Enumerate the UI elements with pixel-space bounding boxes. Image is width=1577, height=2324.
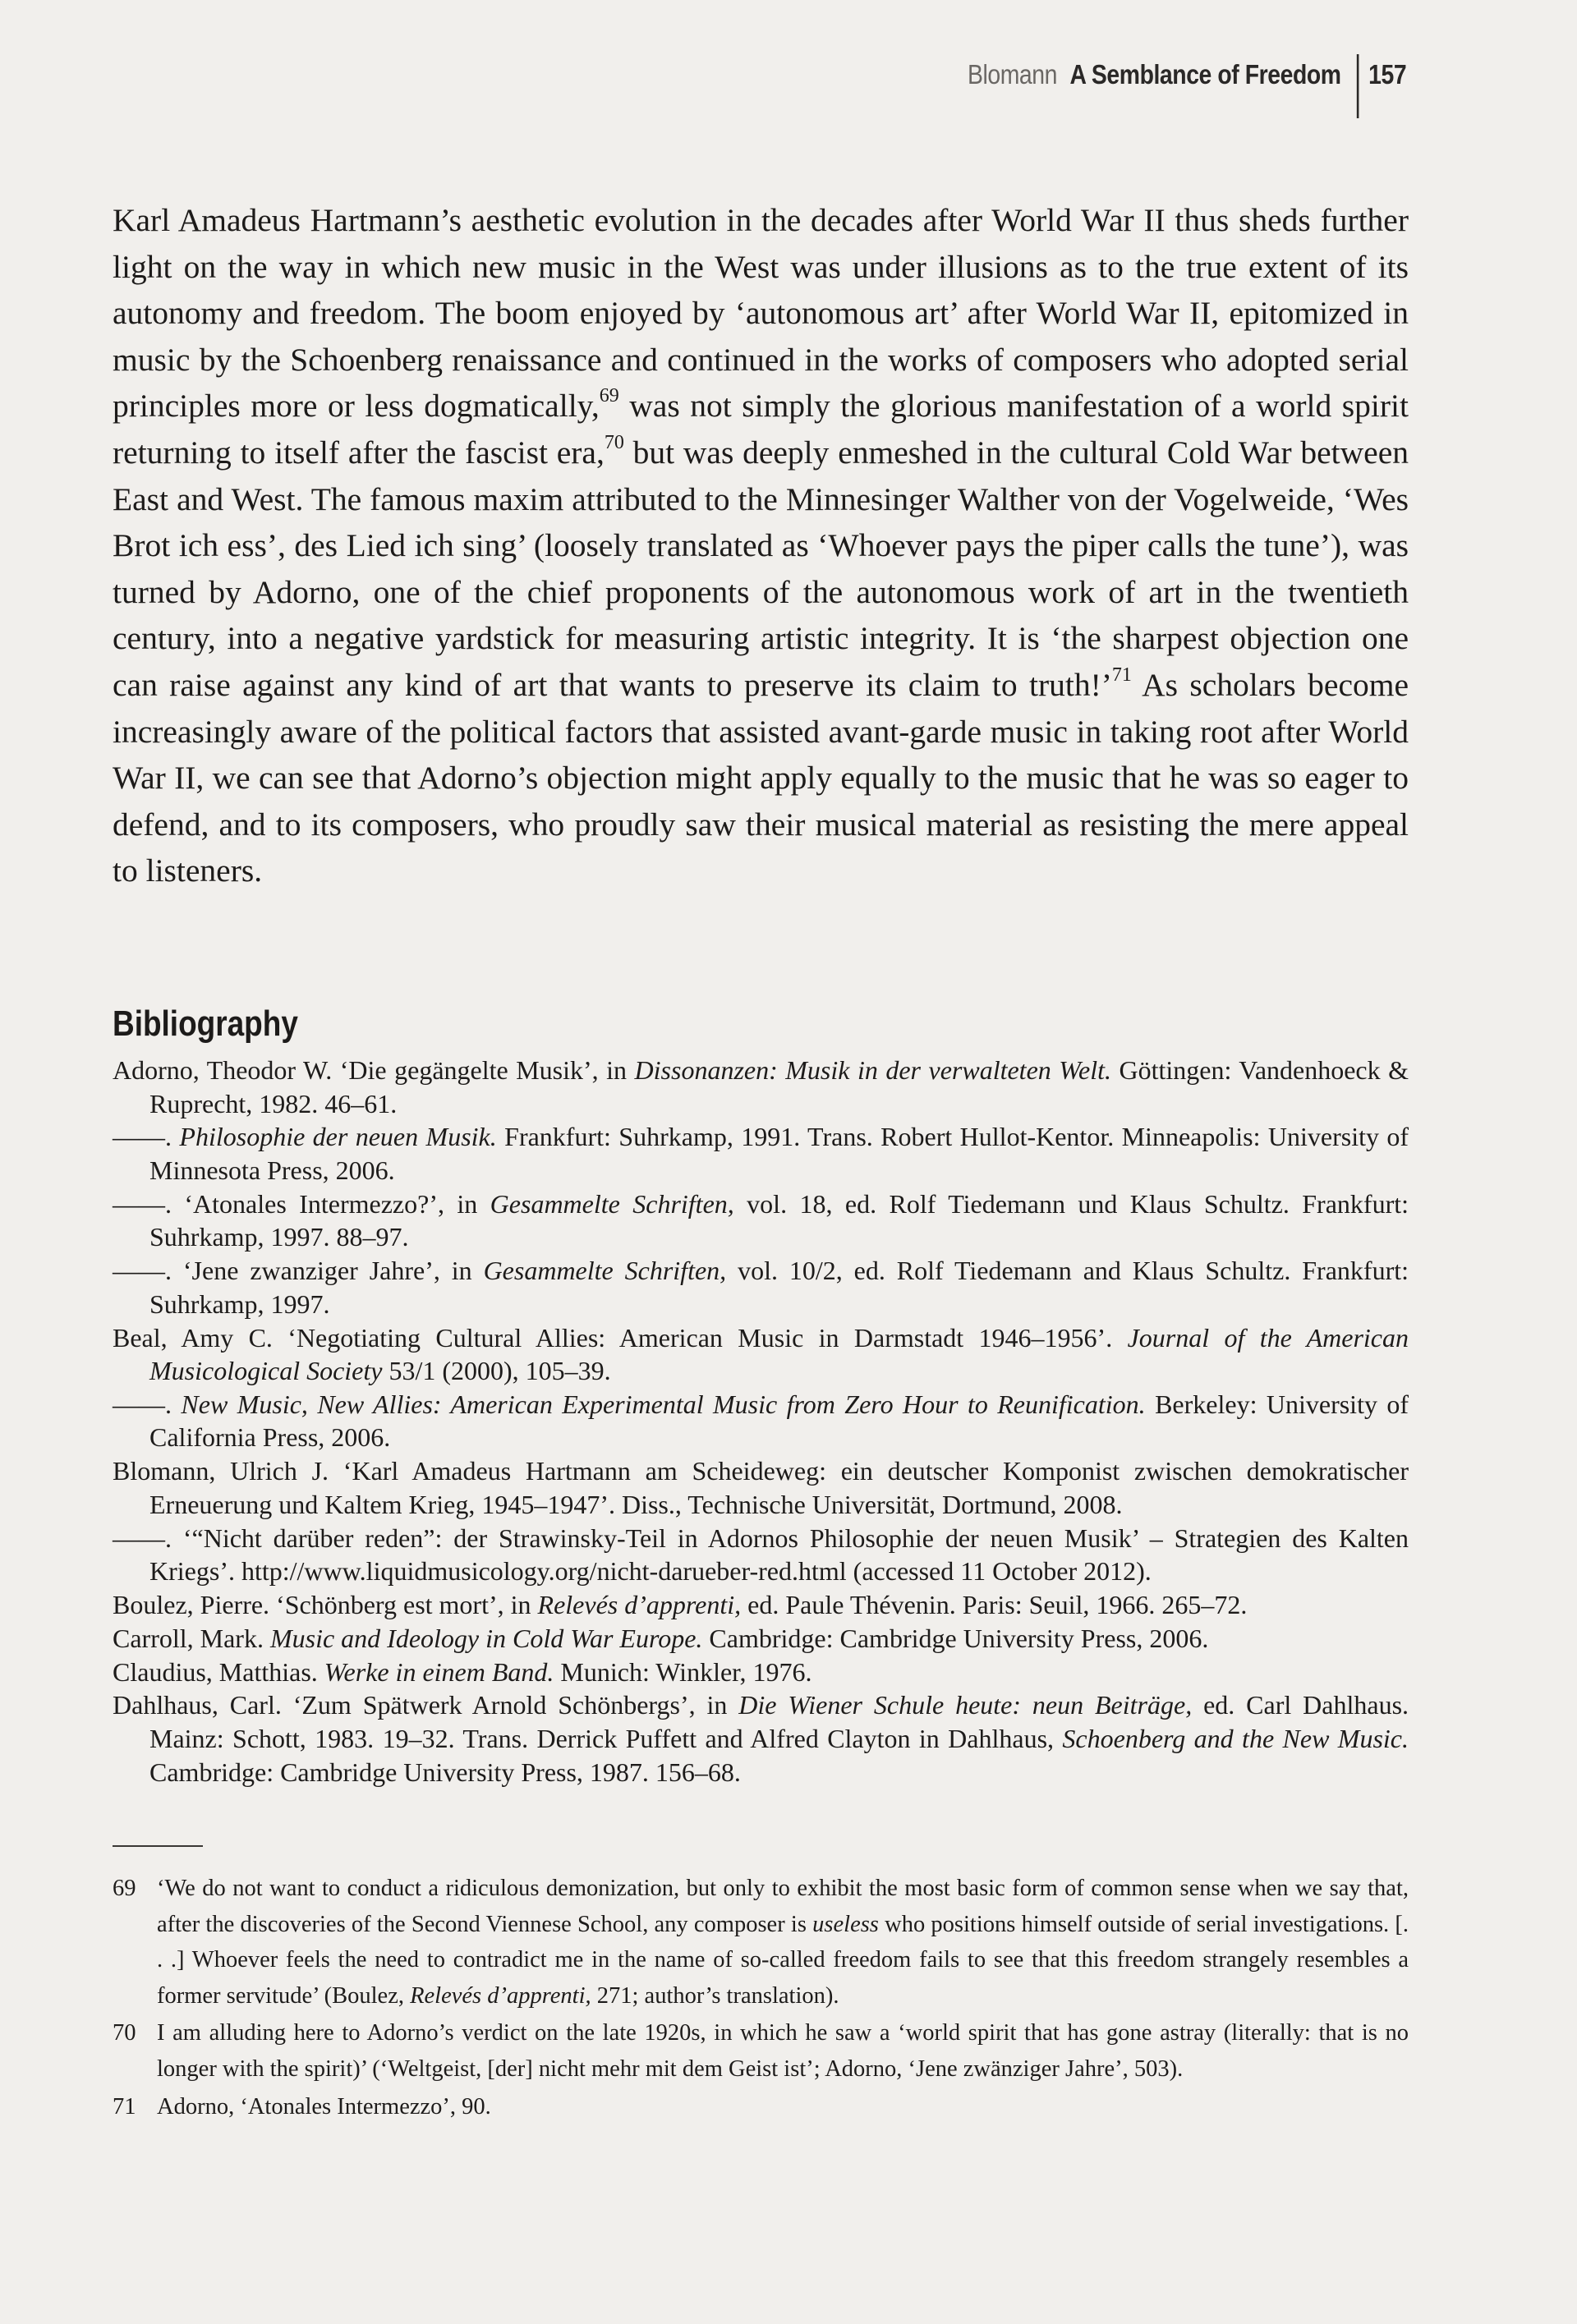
bib-title: Relevés d’apprenti, [537, 1590, 742, 1619]
bib-text: Dahlhaus, Carl. ‘Zum Spätwerk Arnold Schönbergs’, in [113, 1690, 739, 1720]
header-author: Blomann [967, 59, 1057, 90]
bib-text: vol. 18, ed. Rolf Tiedemann und Klaus Schultz. Frankfurt: Suhrkamp, 1997. 88–97. [149, 1188, 1409, 1252]
footnote-divider [113, 1845, 203, 1847]
bib-text: Boulez, Pierre. ‘Schönberg est mort’, in [113, 1590, 538, 1619]
footnote-emphasis: Relevés d’apprenti, [410, 1982, 591, 2009]
bib-text: Blomann, Ulrich J. ‘Karl Amadeus Hartmann am Scheideweg: ein deutscher Komponist zwischen demokratischer Erneuerung und Kaltem Krieg, 1945–1947’. Diss., Technische Universität, Dortmund, 2008. [113, 1456, 1409, 1519]
footnote-emphasis: useless [812, 1911, 879, 1937]
footnote [113, 2015, 1409, 2087]
footnote-text [157, 2089, 1409, 2125]
bib-entry [113, 1187, 1409, 1254]
bib-text: ed. Paule Thévenin. Paris: Seuil, 1966. 265–72. [741, 1590, 1248, 1619]
footnote-text [157, 1871, 1409, 2014]
bib-title: Gesammelte Schriften, [490, 1188, 734, 1219]
bib-text: Cambridge: Cambridge University Press, 1987. 156–68. [149, 1757, 741, 1787]
bib-entry [113, 1588, 1409, 1622]
footnote-text-part: ‘We do not want to conduct a ridiculous demonization, but only to exhibit the most basic form of common sense when we say that, after the discoveries of the Second Viennese School, any composer is [157, 1876, 1409, 1937]
bib-text: Munich: Winkler, 1976. [554, 1656, 812, 1687]
bib-title: Philosophie der neuen Musik. [179, 1122, 497, 1152]
footnote-text-part: 271; author’s translation). [591, 1982, 839, 2009]
bib-entry [113, 1454, 1409, 1521]
bib-title: Journal of the American Musicological Society [149, 1322, 1409, 1386]
bib-text: Frankfurt: Suhrkamp, 1991. Trans. Robert Hullot-Kentor. Minneapolis: University of Minnesota Press, 2006. [149, 1122, 1409, 1185]
footnote-ref-69: 69 [599, 385, 619, 407]
body-text-part: Karl Amadeus Hartmann’s aesthetic evolution in the decades after World War II thus sheds further light on the way in which new music in the West was under illusions as to the true extent of its autonomy and freedom. The boom enjoyed by ‘autonomous art’ after World War II, epitomized in music by the Schoenberg renaissance and continued in the works of composers who adopted serial principles more or less dogmatically, [113, 202, 1409, 425]
body-text-part: As scholars become increasingly aware of the political factors that assisted avant-garde music in taking root after World War II, we can see that Adorno’s objection might apply equally to the music that he was so eager to defend, and to its composers, who proudly saw their musical material as resisting the mere appeal to listeners. [113, 666, 1409, 889]
bib-text: Carroll, Mark. [113, 1623, 270, 1653]
bib-text: ——. ‘Jene zwanziger Jahre’, in [113, 1256, 484, 1286]
bib-entry [113, 1622, 1409, 1656]
bib-title: Gesammelte Schriften, [483, 1256, 727, 1286]
bib-entry [113, 1054, 1409, 1120]
bib-entry [113, 1688, 1409, 1789]
footnote [113, 2089, 1409, 2125]
bib-text: 53/1 (2000), 105–39. [382, 1356, 611, 1386]
footnote-number: 69 [113, 1876, 136, 1901]
bibliography-list [113, 1054, 1409, 1789]
footnote-text-part: who positions himself outside of serial investigations. [. . .] Whoever feels the need to contradict me in the name of so-called freedom fails to see that this freedom strangely resembles a former servitude’ (Boulez, [157, 1911, 1409, 2009]
bib-title: Dissonanzen: Musik in der verwalteten Welt. [634, 1055, 1111, 1085]
footnote-ref-71: 71 [1111, 664, 1132, 686]
page-number: 157 [1368, 59, 1406, 90]
body-text-part: but was deeply enmeshed in the cultural Cold War between East and West. The famous maxim attributed to the Minnesinger Walther von der Vogelweide, ‘Wes Brot ich ess’, des Lied ich sing’ (loosely translated as ‘Whoever pays the piper calls the tune’), was turned by Adorno, one of the chief proponents of the autonomous work of art in the twentieth century, into a negative yardstick for measuring artistic integrity. It is ‘the sharpest objection one can raise against any kind of art that wants to preserve its claim to truth!’ [113, 434, 1409, 703]
footnote-text-part: I am alluding here to Adorno’s verdict on the late 1920s, in which he saw a ‘world spirit that has gone astray (literally: that is no longer with the spirit)’ (‘Weltgeist, [der] nicht mehr mit dem Geist ist’; Adorno, ‘Jene zwänziger Jahre’, 503). [157, 2020, 1409, 2082]
bib-text: ——. ‘“Nicht darüber reden”: der Strawinsky-Teil in Adornos Philosophie der neuen Musik’ – Strategien des Kalten Kriegs’. http://www.liquidmusicology.org/nicht-darueber-red.html (accessed 11 October 2012). [113, 1523, 1409, 1587]
bib-text: ——. [113, 1389, 182, 1419]
footnote-number: 70 [113, 2020, 136, 2046]
bib-title: Music and Ideology in Cold War Europe. [269, 1623, 703, 1653]
bib-text: Göttingen: Vandenhoeck & Ruprecht, 1982. 46–61. [149, 1055, 1409, 1118]
bibliography-heading: Bibliography [113, 1004, 298, 1044]
header-divider [1356, 54, 1359, 118]
footnote-text [157, 2015, 1409, 2087]
footnotes [113, 1871, 1409, 2126]
running-header [968, 43, 1406, 107]
body-paragraph [113, 197, 1409, 894]
bib-entry [113, 1656, 1409, 1689]
bib-title: Schoenberg and the New Music. [1062, 1723, 1409, 1753]
bib-text: ed. Carl Dahlhaus. Mainz: Schott, 1983. 19–32. Trans. Derrick Puffett and Alfred Clayton in Dahlhaus, [149, 1690, 1409, 1753]
bib-text: Claudius, Matthias. [113, 1656, 324, 1687]
bib-text: Adorno, Theodor W. ‘Die gegängelte Musik’, in [113, 1055, 635, 1085]
footnote-ref-70: 70 [604, 431, 624, 453]
footnote [113, 1871, 1409, 2014]
bib-text: Beal, Amy C. ‘Negotiating Cultural Allies: American Music in Darmstadt 1946–1956’. [113, 1322, 1128, 1353]
header-title: A Semblance of Freedom [1069, 59, 1341, 90]
bib-title: Werke in einem Band. [324, 1656, 554, 1687]
bib-entry [113, 1522, 1409, 1588]
footnote-text-part: Adorno, ‘Atonales Intermezzo’, 90. [157, 2093, 491, 2120]
bib-entry [113, 1120, 1409, 1187]
bib-text: Berkeley: University of California Press, 2006. [149, 1389, 1409, 1453]
body-text-part: was not simply the glorious manifestation of a world spirit returning to itself after the fascist era, [113, 388, 1409, 471]
bib-text: vol. 10/2, ed. Rolf Tiedemann and Klaus Schultz. Frankfurt: Suhrkamp, 1997. [149, 1256, 1409, 1319]
bib-text: Cambridge: Cambridge University Press, 2006. [702, 1623, 1209, 1653]
footnote-number: 71 [113, 2093, 136, 2120]
bib-text: ——. ‘Atonales Intermezzo?’, in [113, 1188, 490, 1219]
bib-entry [113, 1321, 1409, 1388]
bib-entry [113, 1388, 1409, 1454]
bib-title: New Music, New Allies: American Experimental Music from Zero Hour to Reunification. [181, 1389, 1146, 1419]
bib-text: ——. [113, 1122, 180, 1152]
bib-title: Die Wiener Schule heute: neun Beiträge, [738, 1690, 1193, 1720]
bib-entry [113, 1254, 1409, 1320]
